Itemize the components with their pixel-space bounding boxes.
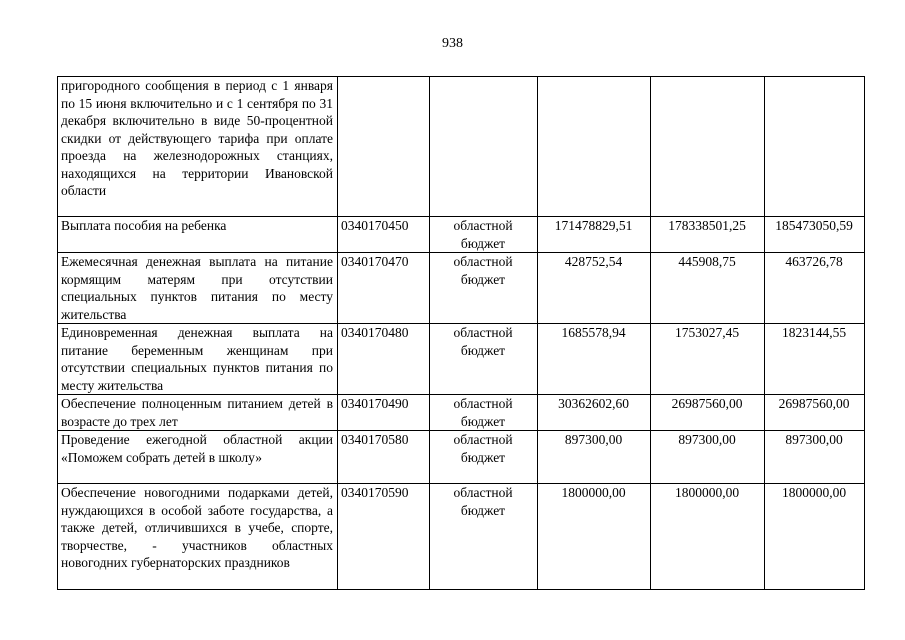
row-code [338, 77, 430, 217]
row-name: Обеспечение полноценным питанием детей в возрасте до трех лет [58, 395, 338, 431]
row-value-year2: 178338501,25 [651, 217, 765, 253]
row-name: Обеспечение новогодними подарками детей, нуждающихся в особой заботе государства, а также детей, отличившихся в учебе, спорте, творчестве, - участников областных новогодних губернаторских праздников [58, 484, 338, 590]
row-name: Выплата пособия на ребенка [58, 217, 338, 253]
row-source: областной бюджет [430, 217, 538, 253]
row-code: 0340170450 [338, 217, 430, 253]
row-value-year2: 445908,75 [651, 253, 765, 324]
row-value-year3: 897300,00 [765, 431, 865, 484]
row-source [430, 77, 538, 217]
row-value-year1: 1685578,94 [538, 324, 651, 395]
table-row [58, 77, 865, 217]
row-code: 0340170480 [338, 324, 430, 395]
row-value-year3 [765, 77, 865, 217]
row-name: пригородного сообщения в период с 1 января по 15 июня включительно и с 1 сентября по 31 декабря включительно в виде 50-процентной скидки от действующего тарифа при оплате проезда на железнодорожных станциях, находящихся на территории Ивановской области [58, 77, 338, 217]
row-value-year3: 1800000,00 [765, 484, 865, 590]
row-value-year1 [538, 77, 651, 217]
row-value-year3: 185473050,59 [765, 217, 865, 253]
row-source: областной бюджет [430, 253, 538, 324]
budget-table [57, 76, 865, 590]
row-code: 0340170490 [338, 395, 430, 431]
row-name: Проведение ежегодной областной акции «Поможем собрать детей в школу» [58, 431, 338, 484]
row-value-year2: 1800000,00 [651, 484, 765, 590]
page-number: 938 [442, 36, 463, 51]
row-code: 0340170470 [338, 253, 430, 324]
row-code: 0340170590 [338, 484, 430, 590]
table-row [58, 217, 865, 253]
row-source: областной бюджет [430, 324, 538, 395]
row-value-year1: 171478829,51 [538, 217, 651, 253]
table-row [58, 484, 865, 590]
row-source: областной бюджет [430, 431, 538, 484]
row-value-year1: 30362602,60 [538, 395, 651, 431]
row-value-year1: 897300,00 [538, 431, 651, 484]
row-value-year3: 463726,78 [765, 253, 865, 324]
row-name: Единовременная денежная выплата на питание беременным женщинам при отсутствии специальных пунктов питания по месту жительства [58, 324, 338, 395]
table-row [58, 324, 865, 395]
row-value-year3: 1823144,55 [765, 324, 865, 395]
row-source: областной бюджет [430, 395, 538, 431]
row-value-year2: 897300,00 [651, 431, 765, 484]
table-row [58, 395, 865, 431]
row-value-year2: 26987560,00 [651, 395, 765, 431]
row-value-year2: 1753027,45 [651, 324, 765, 395]
row-value-year1: 428752,54 [538, 253, 651, 324]
row-value-year1: 1800000,00 [538, 484, 651, 590]
row-value-year2 [651, 77, 765, 217]
row-code: 0340170580 [338, 431, 430, 484]
table-row [58, 431, 865, 484]
row-source: областной бюджет [430, 484, 538, 590]
row-value-year3: 26987560,00 [765, 395, 865, 431]
table-row [58, 253, 865, 324]
row-name: Ежемесячная денежная выплата на питание кормящим матерям при отсутствии специальных пунктов питания по месту жительства [58, 253, 338, 324]
